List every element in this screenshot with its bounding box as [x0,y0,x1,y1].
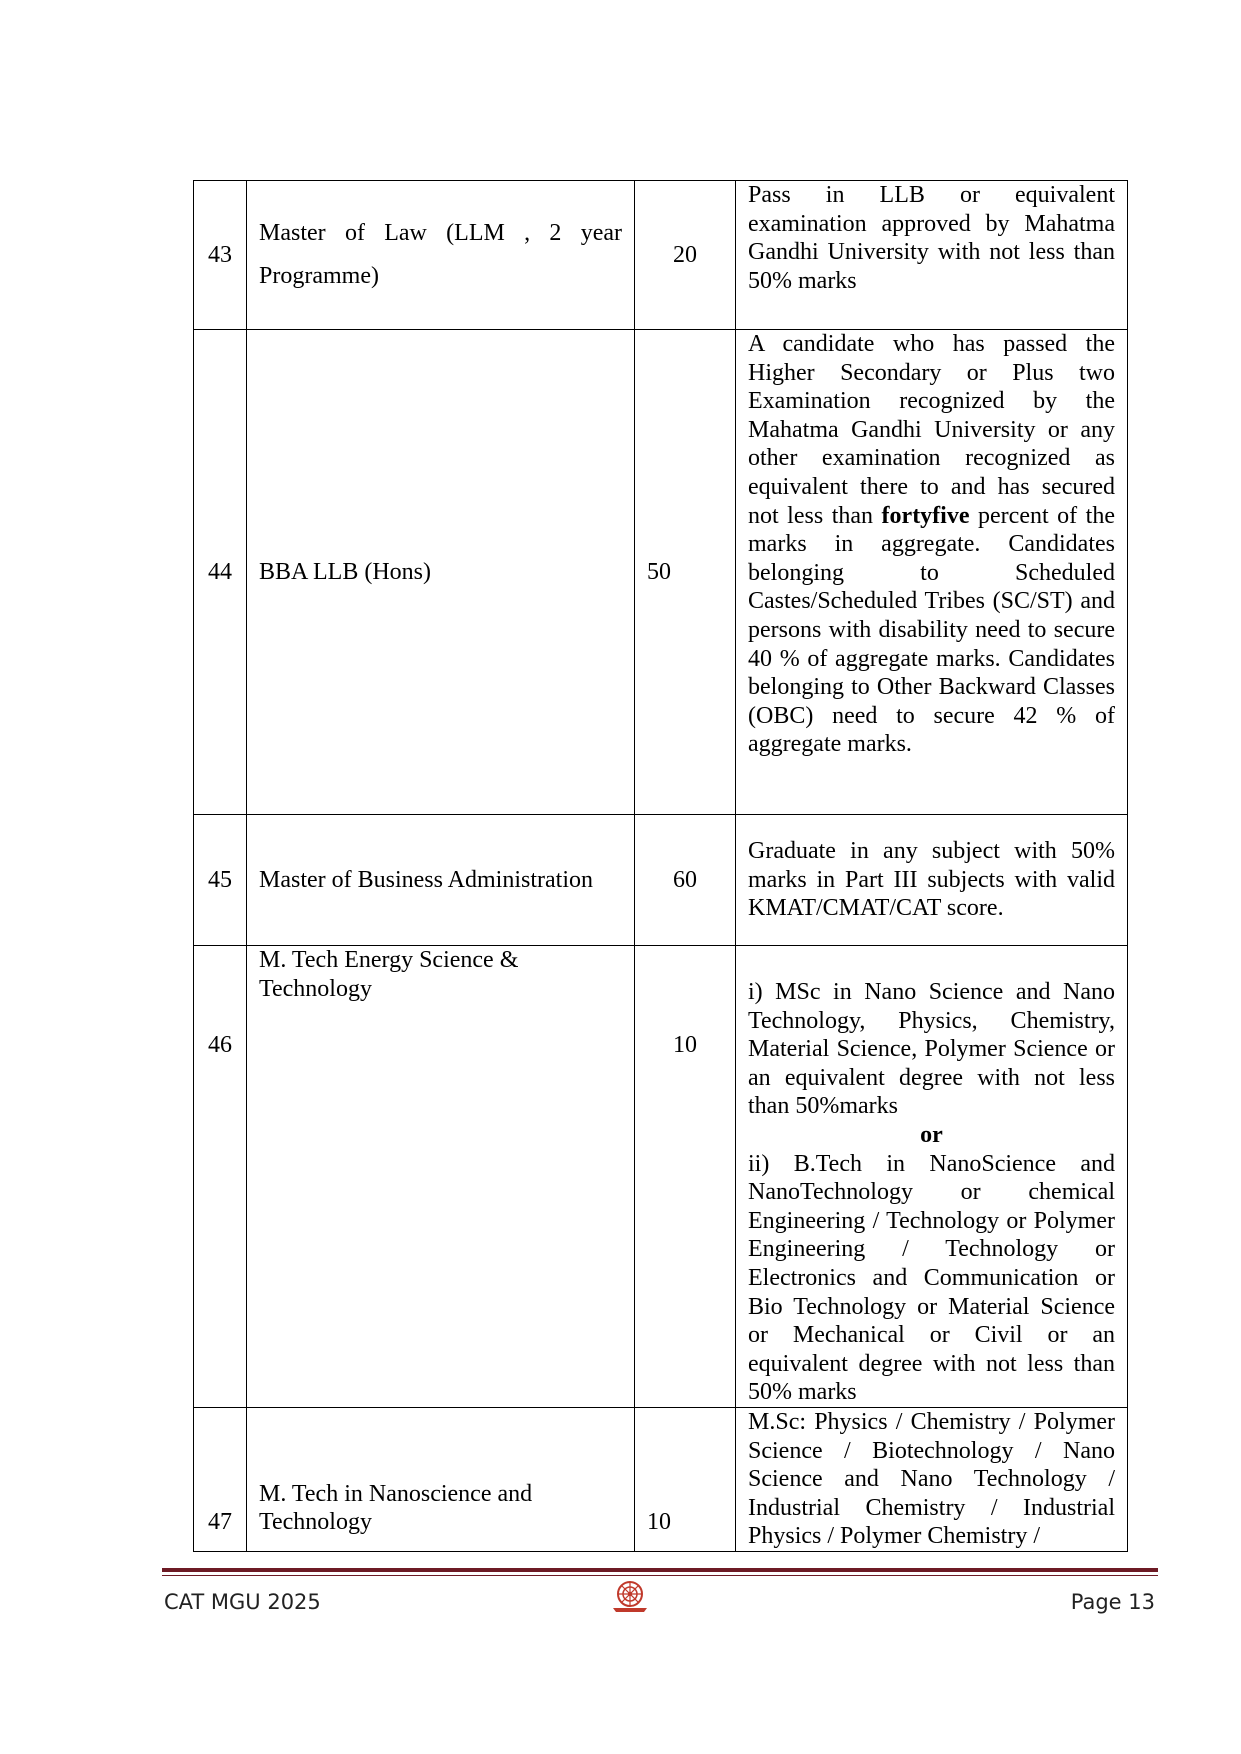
table-row [194,815,1128,946]
eligibility-paragraph: i) MSc in Nano Science and Nano Technology, Physics, Chemistry, Material Science, Polymer Science or an equivalent degree with not less than 50%marks [748,979,1115,1120]
intake-count: 50 [635,330,736,815]
eligibility-text-part: percent of the marks in aggregate. Candidates belonging to Scheduled Castes/Scheduled Tribes (SC/ST) and persons with disability need to secure 40 % of aggregate marks. Candidates belonging to Other Backward Classes (OBC) need to secure 42 % of aggregate marks. [748,502,1115,758]
table-row [194,1408,1128,1552]
university-emblem-icon [607,1578,653,1614]
intake-count: 10 [635,946,736,1408]
eligibility-or: or [920,1122,943,1149]
programme-name: BBA LLB (Hons) [247,330,635,815]
intake-count: 20 [635,181,736,330]
row-number: 45 [194,815,247,946]
intake-count: 10 [635,1408,736,1552]
eligibility-text [736,330,1128,815]
programme-name: M. Tech in Nanoscience and Technology [247,1408,635,1552]
page-number: Page 13 [1070,1590,1155,1614]
eligibility-text-part: A candidate who has passed the Higher Secondary or Plus two Examination recognized by the Mahatma Gandhi University or any other examination recognized as equivalent there to and has secured not less than [748,331,1115,529]
table-row [194,330,1128,815]
eligibility-text [736,815,1128,946]
row-number: 47 [194,1408,247,1552]
footer-document-title: CAT MGU 2025 [164,1590,321,1614]
eligibility-paragraph: ii) B.Tech in NanoScience and NanoTechnology or chemical Engineering / Technology or Polymer Engineering / Technology or Electronics and Communication or Bio Technology or Material Science or Mechanical or Civil or an equivalent degree with not less than 50% marks [748,1150,1115,1406]
row-number: 46 [194,946,247,1408]
programme-name: Master of Law (LLM , 2 year Programme) [247,181,635,330]
programme-name: M. Tech Energy Science & Technology [247,946,635,1408]
row-number: 44 [194,330,247,815]
row-number: 43 [194,181,247,330]
eligibility-paragraph: Graduate in any subject with 50% marks in Part III subjects with valid KMAT/CMAT/CAT score. [748,838,1115,922]
table-row [194,946,1128,1408]
eligibility-bold-text: fortyfive [881,502,970,529]
eligibility-paragraph: M.Sc: Physics / Chemistry / Polymer Science / Biotechnology / Nano Science and Nano Technology / Industrial Chemistry / Industrial Physics / Polymer Chemistry / [748,1409,1115,1550]
eligibility-paragraph: Pass in LLB or equivalent examination approved by Mahatma Gandhi University with not less than 50% marks [748,182,1115,294]
programme-name: Master of Business Administration [247,815,635,946]
footer-rule-thin [162,1575,1158,1576]
intake-count: 60 [635,815,736,946]
eligibility-text [736,181,1128,330]
footer-rule [162,1568,1158,1572]
eligibility-paragraph [748,330,1115,759]
eligibility-text [736,946,1128,1408]
eligibility-text [736,1408,1128,1552]
table-row [194,181,1128,330]
programme-table [193,180,1128,1552]
